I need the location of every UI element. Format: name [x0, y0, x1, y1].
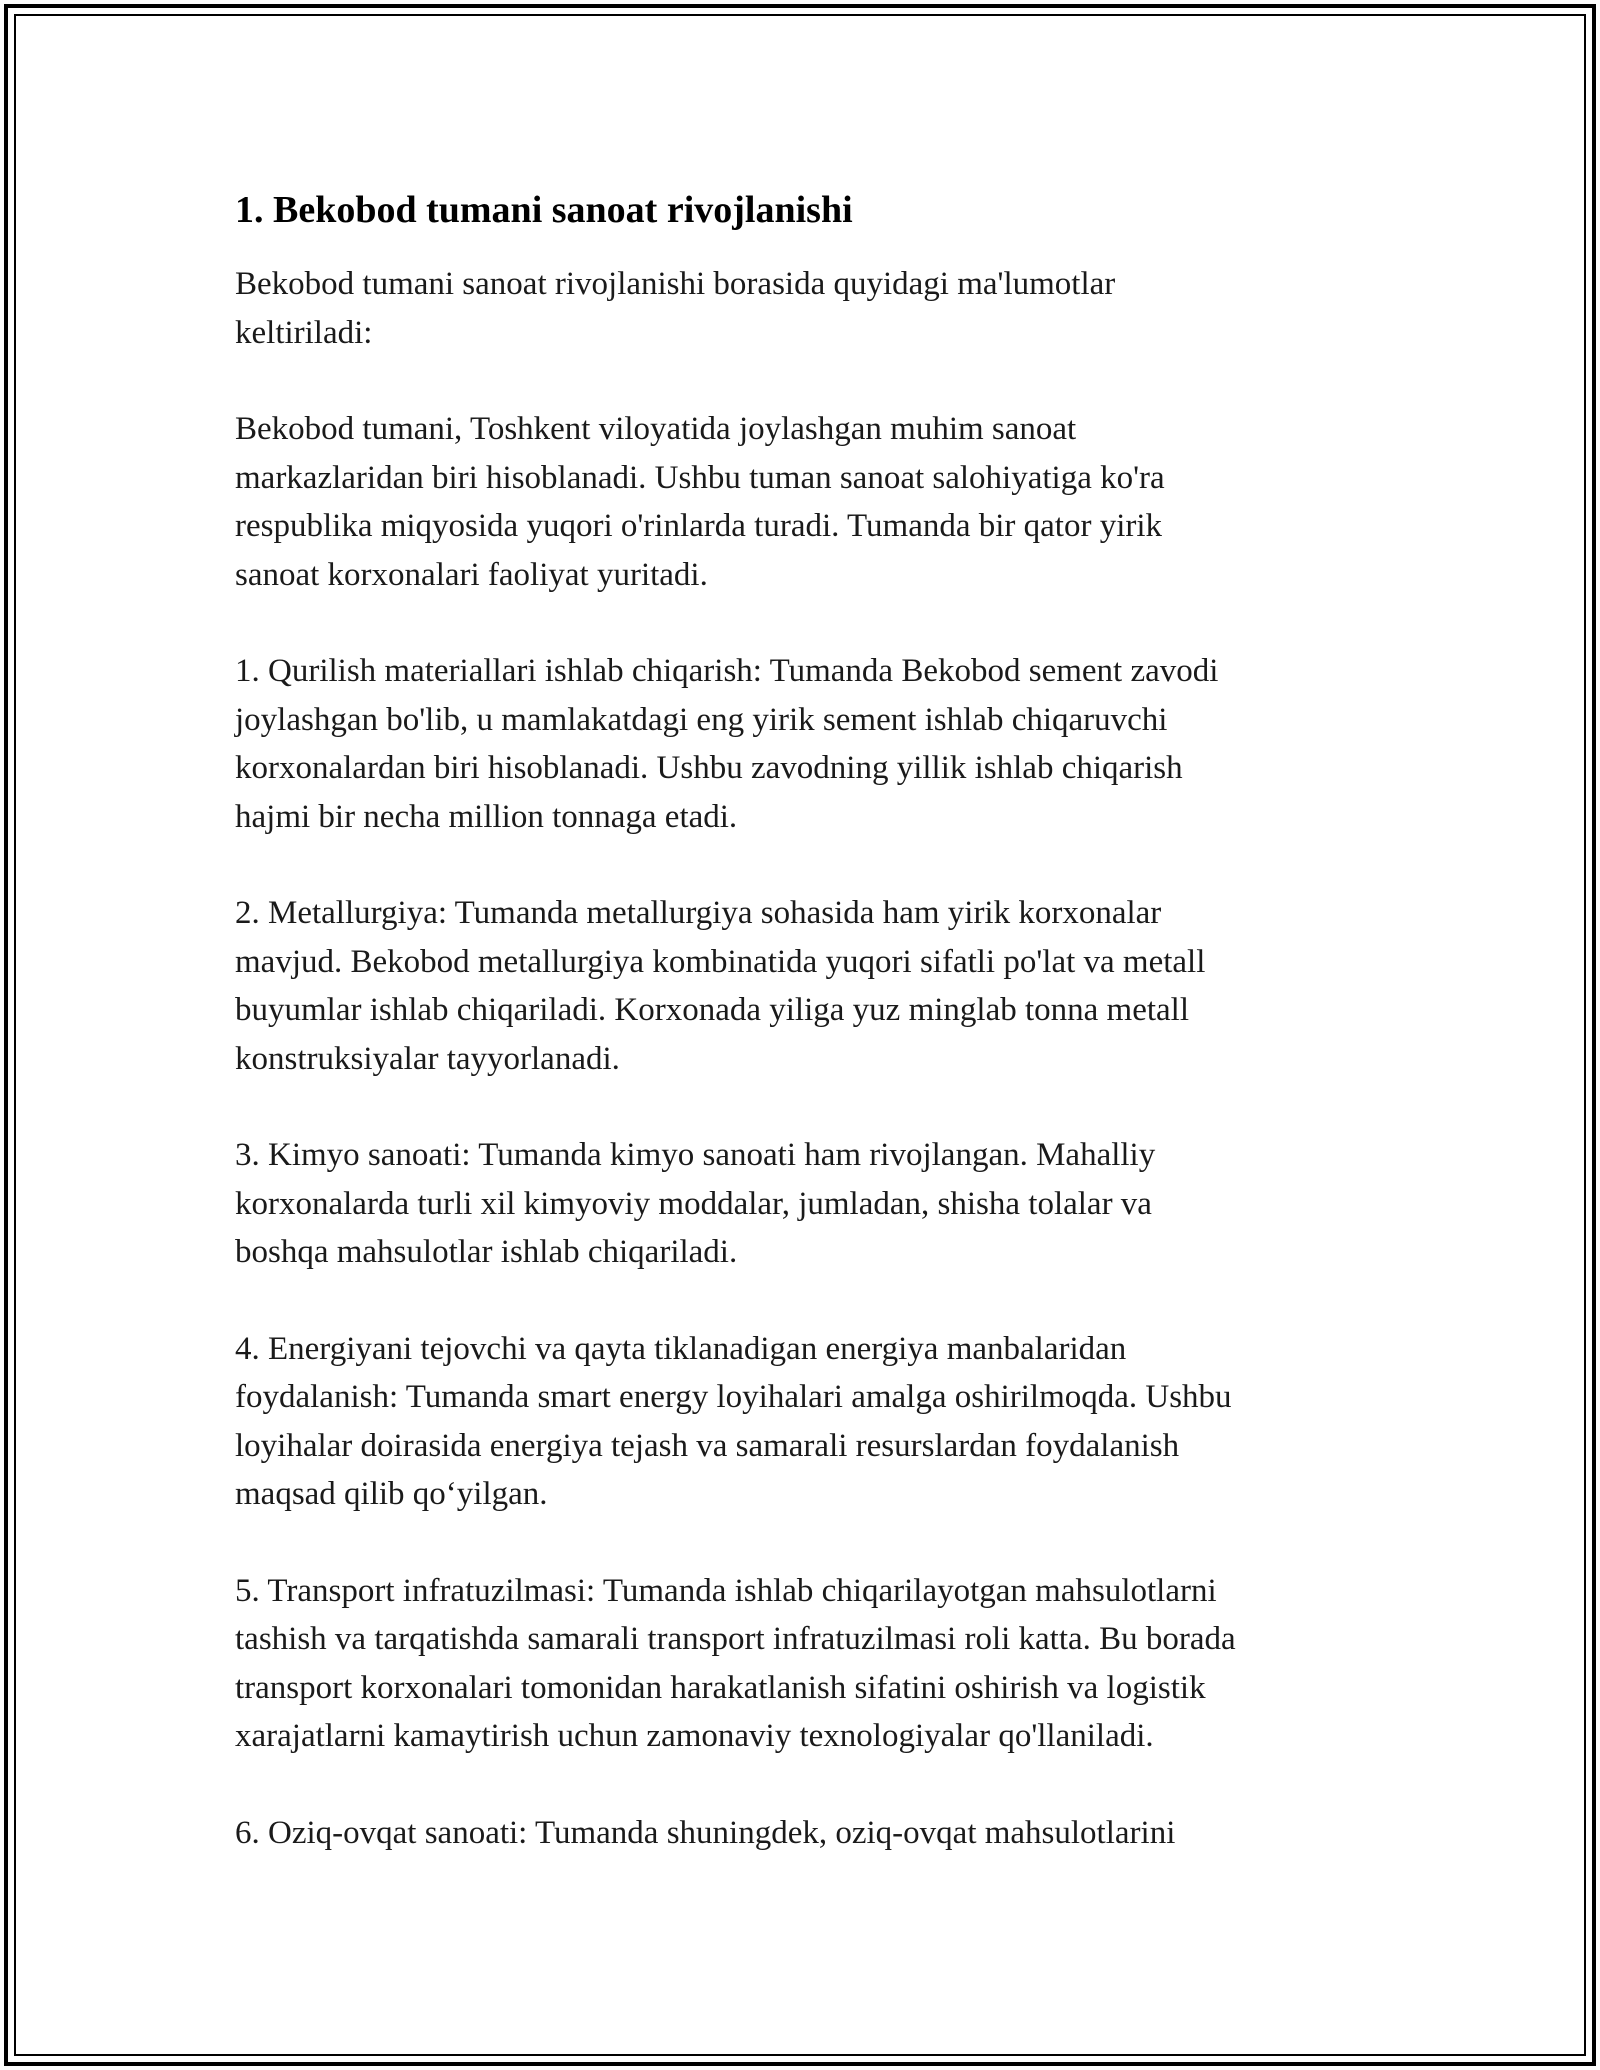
overview-paragraph: Bekobod tumani, Toshkent viloyatida joylashgan muhim sanoat markazlaridan biri hisoblanadi. Ushbu tuman sanoat salohiyatiga ko'ra respublika miqyosida yuqori o'rinlarda turadi. Tumanda bir qator yirik sanoat korxonalari faoliyat yuritadi.: [235, 411, 1165, 593]
intro-paragraph: Bekobod tumani sanoat rivojlanishi borasida quyidagi ma'lumotlar keltiriladi:: [235, 266, 1116, 351]
document-body: [235, 186, 1365, 1905]
list-item-energy: 4. Energiyani tejovchi va qayta tiklanadigan energiya manbalaridan foydalanish: Tumanda smart energy loyihalari amalga oshirilmoqda. Ushbu loyihalar doirasida energiya tejash va samarali resurslardan foydalanish maqsad qilib qo‘yilgan.: [235, 1330, 1232, 1512]
list-item-transport: 5. Transport infratuzilmasi: Tumanda ishlab chiqarilayotgan mahsulotlarni tashish va tarqatishda samarali transport infratuzilmasi roli katta. Bu borada transport korxonalari tomonidan harakatlanish sifatini oshirish va logistik xarajatlarni kamaytirish uchun zamonaviy texnologiyalar qo'llaniladi.: [235, 1572, 1236, 1754]
list-item-metallurgy: 2. Metallurgiya: Tumanda metallurgiya sohasida ham yirik korxonalar mavjud. Bekobod metallurgiya kombinatida yuqori sifatli po'lat va metall buyumlar ishlab chiqariladi. Korxonada yiliga yuz minglab tonna metall konstruksiyalar tayyorlanadi.: [235, 895, 1206, 1077]
list-item-construction-materials: 1. Qurilish materiallari ishlab chiqarish: Tumanda Bekobod sement zavodi joylashgan bo'lib, u mamlakatdagi eng yirik sement ishlab chiqaruvchi korxonalardan biri hisoblanadi. Ushbu zavodning yillik ishlab chiqarish hajmi bir necha million tonnaga etadi.: [235, 653, 1219, 835]
list-item-food-industry: 6. Oziq-ovqat sanoati: Tumanda shuningdek, oziq-ovqat mahsulotlarini: [235, 1814, 1176, 1851]
section-title: 1. Bekobod tumani sanoat rivojlanishi: [235, 189, 853, 231]
list-item-chemical-industry: 3. Kimyo sanoati: Tumanda kimyo sanoati ham rivojlangan. Mahalliy korxonalarda turli xil kimyoviy moddalar, jumladan, shisha tolalar va boshqa mahsulotlar ishlab chiqariladi.: [235, 1137, 1156, 1270]
